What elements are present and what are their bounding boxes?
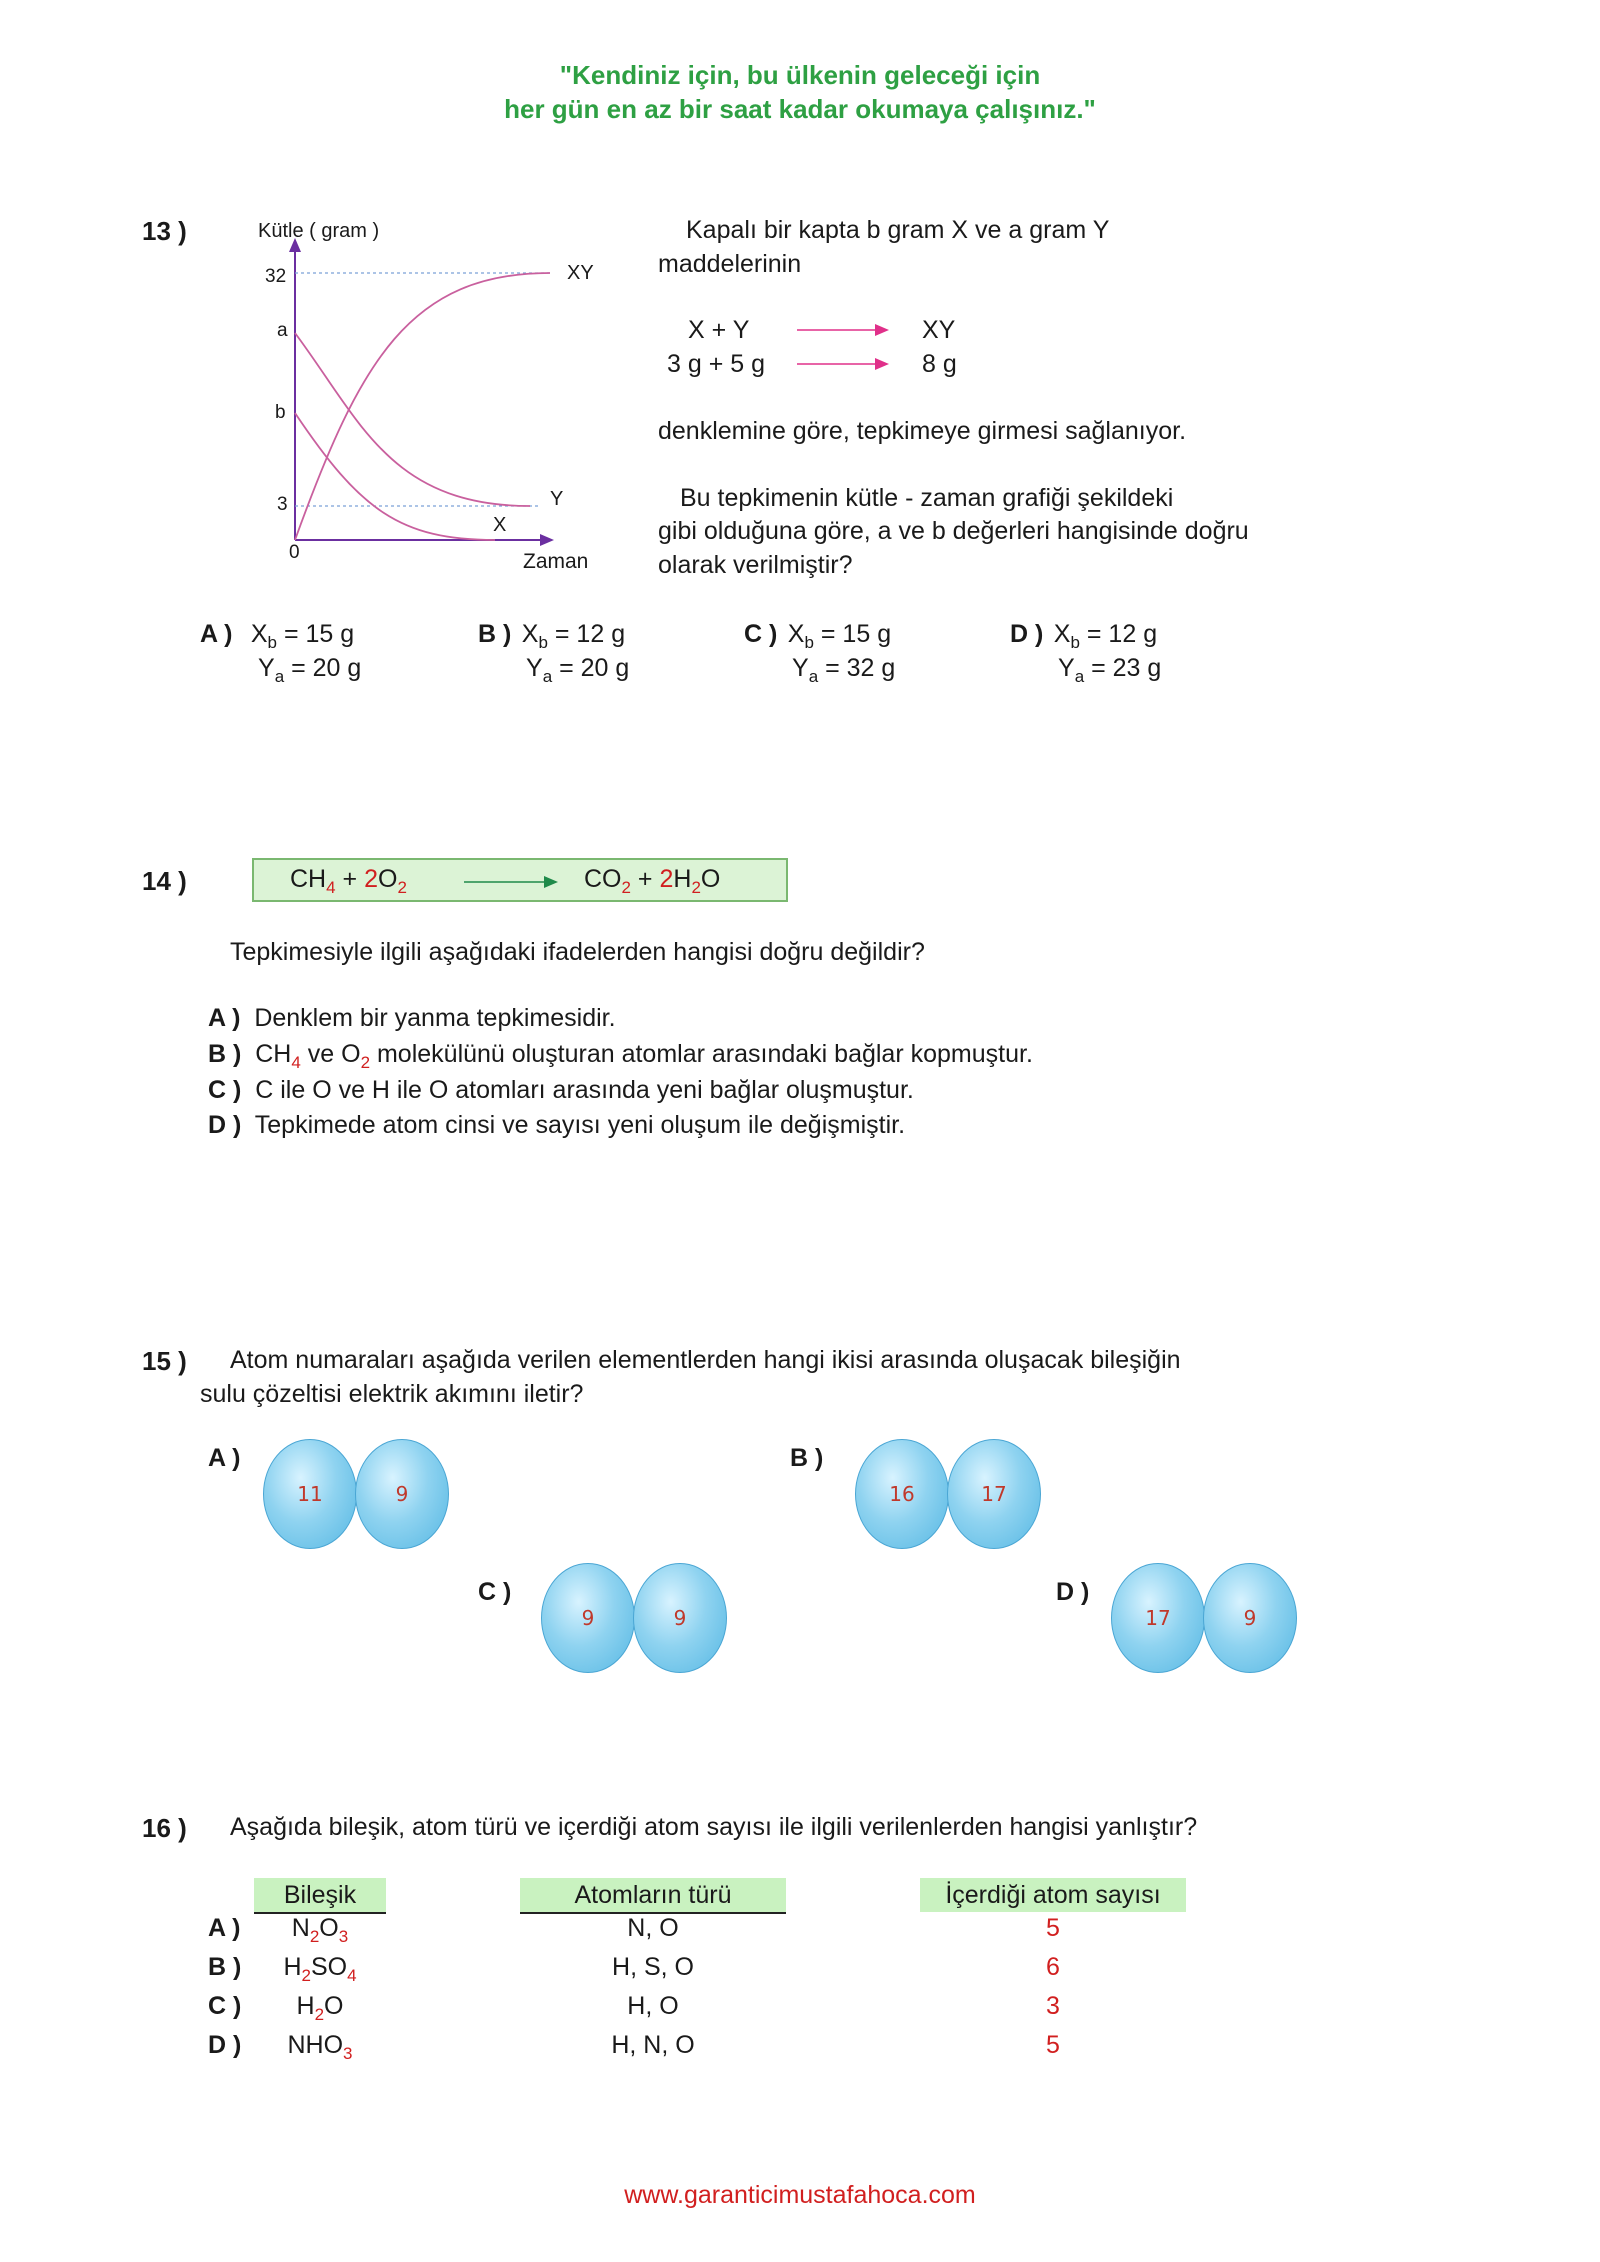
question-13-number: 13 ) — [142, 216, 187, 246]
eq-left-1: X + Y — [688, 316, 750, 344]
eq-left-2: 3 g + 5 g — [667, 350, 765, 378]
question-16-number: 16 ) — [142, 1813, 187, 1843]
question-14-number: 14 ) — [142, 866, 187, 896]
q13-text-5: gibi olduğuna göre, a ve b değerleri hangisinde doğru — [658, 517, 1249, 545]
y-tick-a: a — [277, 320, 288, 341]
table-header-atom-count: İçerdiği atom sayısı — [920, 1878, 1186, 1912]
series-label-x: X — [493, 514, 507, 536]
q13-option-b[interactable]: B ) $X_b = 12$ g $Y_a = 20$ g — [478, 620, 630, 686]
reaction-right: $CO_2 + 2H_2O$ — [584, 865, 721, 897]
y-tick-32: 32 — [265, 266, 287, 287]
eq-arrows — [795, 318, 895, 378]
atom-circle: 16 — [855, 1439, 949, 1549]
atom-circle: 9 — [355, 1439, 449, 1549]
q14-option-c[interactable]: C ) C ile O ve H ile O atomları arasında yeni bağlar oluşmuştur. — [208, 1076, 914, 1104]
q15-option-a-letter[interactable]: A ) — [208, 1444, 241, 1472]
q13-text-4: Bu tepkimenin kütle - zaman grafiği şekildeki — [680, 484, 1174, 512]
curve-xy — [295, 273, 550, 540]
compound-cell: $N_2O_3$ — [291, 1914, 349, 1946]
atom-circle: 11 — [263, 1439, 357, 1549]
q15-option-c-letter[interactable]: C ) — [478, 1578, 512, 1606]
table-header-compound: Bileşik — [254, 1878, 386, 1914]
question-15-number: 15 ) — [142, 1346, 187, 1376]
x-axis-label: Zaman — [523, 550, 589, 573]
q13-option-a[interactable]: A ) $X_b = 15$ g $Y_a = 20$ g — [200, 620, 362, 686]
y-tick-3: 3 — [277, 494, 288, 515]
reaction-left: $CH_4 + 2O_2$ — [290, 865, 407, 897]
q16-option-b-letter[interactable]: B ) — [208, 1953, 242, 1981]
q16-question: Aşağıda bileşik, atom türü ve içerdiği atom sayısı ile ilgili verilenlerden hangisi yanlıştır? — [230, 1813, 1198, 1841]
y-tick-0: 0 — [289, 542, 300, 563]
atom-count-cell: 3 — [1046, 1992, 1060, 2020]
q16-option-a-letter[interactable]: A ) — [208, 1914, 241, 1942]
atom-types-cell: H, S, O — [612, 1953, 694, 1981]
y-axis-label: Kütle ( gram ) — [258, 220, 380, 242]
motto-line-1: "Kendiniz için, bu ülkenin geleceği için — [559, 60, 1041, 90]
reaction-arrow — [462, 872, 562, 892]
q13-text-1: Kapalı bir kapta b gram X ve a gram Y — [686, 216, 1110, 244]
atom-circle: 17 — [947, 1439, 1041, 1549]
q15-text-2: sulu çözeltisi elektrik akımını iletir? — [200, 1380, 584, 1408]
footer-website[interactable]: www.garanticimustafahoca.com — [624, 2181, 976, 2209]
motto-line-2: her gün en az bir saat kadar okumaya çalışınız." — [504, 94, 1096, 124]
compound-cell: $NHO_3$ — [287, 2031, 353, 2063]
mass-time-graph — [240, 210, 620, 580]
atom-circle: 9 — [1203, 1563, 1297, 1673]
atom-types-cell: H, N, O — [611, 2031, 695, 2059]
atom-circle: 17 — [1111, 1563, 1205, 1673]
series-label-xy: XY — [567, 262, 594, 284]
y-tick-b: b — [275, 402, 286, 423]
compound-cell: $H_2SO_4$ — [283, 1953, 357, 1985]
curve-y — [295, 333, 530, 506]
q13-text-3: denklemine göre, tepkimeye girmesi sağlanıyor. — [658, 417, 1187, 445]
atom-circle: 9 — [541, 1563, 635, 1673]
q13-option-d[interactable]: D ) $X_b = 12$ g $Y_a = 23$ g — [1010, 620, 1162, 686]
q14-question: Tepkimesiyle ilgili aşağıdaki ifadelerden hangisi doğru değildir? — [230, 938, 925, 966]
q14-option-b[interactable]: B ) $CH_4$ ve $O_2$ molekülünü oluşturan atomlar arasındaki bağlar kopmuştur. — [208, 1040, 1033, 1072]
q15-text-1: Atom numaraları aşağıda verilen elementlerden hangi ikisi arasında oluşacak bileşiğin — [230, 1346, 1181, 1374]
atom-types-cell: H, O — [627, 1992, 679, 2020]
q16-option-d-letter[interactable]: D ) — [208, 2031, 242, 2059]
atom-count-cell: 5 — [1046, 1914, 1060, 1942]
atom-count-cell: 5 — [1046, 2031, 1060, 2059]
q15-option-b-letter[interactable]: B ) — [790, 1444, 824, 1472]
x-axis-arrow — [540, 534, 554, 546]
q15-option-d-letter[interactable]: D ) — [1056, 1578, 1090, 1606]
q14-option-a[interactable]: A ) Denklem bir yanma tepkimesidir. — [208, 1004, 616, 1032]
atom-circle: 9 — [633, 1563, 727, 1673]
q13-text-2: maddelerinin — [658, 250, 802, 278]
q14-option-d[interactable]: D ) Tepkimede atom cinsi ve sayısı yeni oluşum ile değişmiştir. — [208, 1111, 906, 1139]
atom-count-cell: 6 — [1046, 1953, 1060, 1981]
series-label-y: Y — [550, 488, 564, 510]
atom-types-cell: N, O — [627, 1914, 679, 1942]
compound-cell: $H_2O$ — [296, 1992, 344, 2024]
eq-right-1: XY — [922, 316, 956, 344]
table-header-atom-types: Atomların türü — [520, 1878, 786, 1914]
eq-right-2: 8 g — [922, 350, 957, 378]
q13-text-6: olarak verilmiştir? — [658, 551, 853, 579]
curve-x — [295, 413, 495, 540]
q16-option-c-letter[interactable]: C ) — [208, 1992, 242, 2020]
q13-option-c[interactable]: C ) $X_b = 15$ g $Y_a = 32$ g — [744, 620, 896, 686]
